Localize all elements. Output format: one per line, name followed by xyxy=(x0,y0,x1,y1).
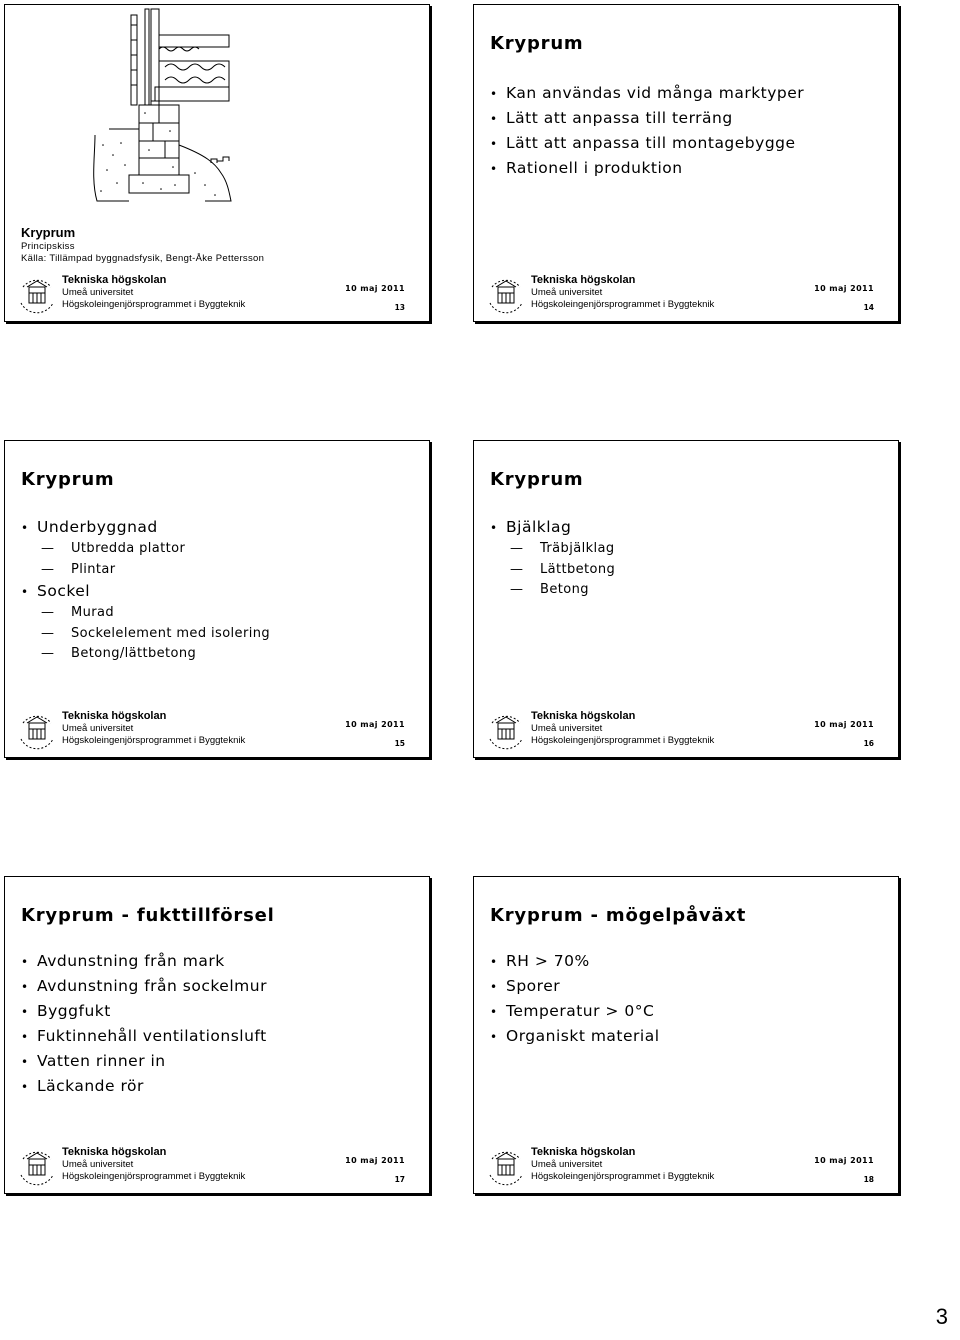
caption-line: Principskiss xyxy=(21,241,75,252)
bullet-item: • Organiskt material xyxy=(490,1024,660,1049)
slide-date: 10 maj 2011 xyxy=(814,284,874,293)
bullet-item: • Fuktinnehåll ventilationsluft xyxy=(21,1024,267,1049)
umea-university-seal-icon xyxy=(15,1145,59,1189)
slide-18 xyxy=(473,876,899,1194)
footer-university: Umeå universitet xyxy=(531,1159,603,1170)
bullet-list xyxy=(490,949,660,1049)
bullet-item: • Byggfukt xyxy=(21,999,267,1024)
footer-text xyxy=(62,1146,245,1182)
slide-title: Kryprum xyxy=(490,469,584,490)
sub-bullet-item: — Murad xyxy=(21,603,270,624)
umea-university-seal-icon xyxy=(484,273,528,317)
sub-bullet-item: — Sockelelement med isolering xyxy=(21,624,270,645)
footer-school: Tekniska högskolan xyxy=(62,710,167,722)
sub-bullet-item: — Betong xyxy=(490,580,615,601)
footer-text xyxy=(531,710,714,746)
slide-title: Kryprum xyxy=(21,469,115,490)
footer-university: Umeå universitet xyxy=(62,287,134,298)
bullet-list xyxy=(21,516,270,665)
caption-title: Kryprum xyxy=(21,225,76,240)
umea-university-seal-icon xyxy=(484,709,528,753)
slide-date: 10 maj 2011 xyxy=(345,284,405,293)
bullet-item: • Sockel xyxy=(21,580,270,603)
footer-school: Tekniska högskolan xyxy=(531,710,636,722)
footer-university: Umeå universitet xyxy=(62,1159,134,1170)
footer-program: Högskoleingenjörsprogrammet i Byggteknik xyxy=(62,734,246,746)
caption-source: Källa: Tillämpad byggnadsfysik, Bengt-Åke Pettersson xyxy=(21,253,265,264)
bullet-list xyxy=(21,949,267,1099)
slide-14 xyxy=(473,4,899,322)
slide-13 xyxy=(4,4,430,322)
slide-date: 10 maj 2011 xyxy=(814,720,874,729)
footer-school: Tekniska högskolan xyxy=(531,274,636,286)
footer-program: Högskoleingenjörsprogrammet i Byggteknik xyxy=(531,298,715,310)
slide-number: 14 xyxy=(863,303,874,312)
slide-footer xyxy=(5,265,429,321)
slide-date: 10 maj 2011 xyxy=(345,720,405,729)
bullet-item: • Rationell i produktion xyxy=(490,156,804,181)
bullet-item: • Lätt att anpassa till montagebygge xyxy=(490,131,804,156)
slide-footer xyxy=(5,701,429,757)
bullet-item: • Temperatur > 0°C xyxy=(490,999,660,1024)
slide-number: 15 xyxy=(394,739,405,748)
slide-15 xyxy=(4,440,430,758)
slide-footer xyxy=(474,701,898,757)
slide-number: 17 xyxy=(394,1175,405,1184)
slide-number: 18 xyxy=(863,1175,874,1184)
umea-university-seal-icon xyxy=(484,1145,528,1189)
slide-17 xyxy=(4,876,430,1194)
bullet-list xyxy=(490,516,615,601)
slide-footer xyxy=(474,1137,898,1193)
umea-university-seal-icon xyxy=(15,709,59,753)
slide-title: Kryprum - fukttillförsel xyxy=(21,905,275,926)
bullet-item: • Underbyggnad xyxy=(21,516,270,539)
crawlspace-section-drawing xyxy=(5,5,430,217)
sub-bullet-item: — Plintar xyxy=(21,560,270,581)
footer-text xyxy=(531,1146,714,1182)
footer-text xyxy=(62,710,245,746)
drawing-caption xyxy=(21,225,264,265)
footer-program: Högskoleingenjörsprogrammet i Byggteknik xyxy=(531,734,715,746)
footer-school: Tekniska högskolan xyxy=(62,1146,167,1158)
bullet-item: • Avdunstning från sockelmur xyxy=(21,974,267,999)
slide-number: 13 xyxy=(394,303,405,312)
slide-date: 10 maj 2011 xyxy=(814,1156,874,1165)
slide-title: Kryprum xyxy=(490,33,584,54)
slide-16 xyxy=(473,440,899,758)
footer-university: Umeå universitet xyxy=(531,723,603,734)
bullet-item: • RH > 70% xyxy=(490,949,660,974)
bullet-item: • Kan användas vid många marktyper xyxy=(490,81,804,106)
slide-title: Kryprum - mögelpåväxt xyxy=(490,905,747,926)
slide-number: 16 xyxy=(863,739,874,748)
sub-bullet-item: — Lättbetong xyxy=(490,560,615,581)
bullet-item: • Avdunstning från mark xyxy=(21,949,267,974)
page-number: 3 xyxy=(935,1304,948,1329)
footer-program: Högskoleingenjörsprogrammet i Byggteknik xyxy=(62,1170,246,1182)
footer-program: Högskoleingenjörsprogrammet i Byggteknik xyxy=(62,298,246,310)
bullet-list xyxy=(490,81,804,181)
bullet-item: • Lätt att anpassa till terräng xyxy=(490,106,804,131)
slide-date: 10 maj 2011 xyxy=(345,1156,405,1165)
umea-university-seal-icon xyxy=(15,273,59,317)
sub-bullet-item: — Betong/lättbetong xyxy=(21,644,270,665)
footer-text xyxy=(531,274,714,310)
footer-university: Umeå universitet xyxy=(62,723,134,734)
sub-bullet-item: — Utbredda plattor xyxy=(21,539,270,560)
footer-school: Tekniska högskolan xyxy=(531,1146,636,1158)
bullet-item: • Bjälklag xyxy=(490,516,615,539)
bullet-item: • Vatten rinner in xyxy=(21,1049,267,1074)
footer-university: Umeå universitet xyxy=(531,287,603,298)
bullet-item: • Läckande rör xyxy=(21,1074,267,1099)
slide-footer xyxy=(474,265,898,321)
footer-school: Tekniska högskolan xyxy=(62,274,167,286)
footer-text xyxy=(62,274,245,310)
slide-footer xyxy=(5,1137,429,1193)
sub-bullet-item: — Träbjälklag xyxy=(490,539,615,560)
footer-program: Högskoleingenjörsprogrammet i Byggteknik xyxy=(531,1170,715,1182)
bullet-item: • Sporer xyxy=(490,974,660,999)
